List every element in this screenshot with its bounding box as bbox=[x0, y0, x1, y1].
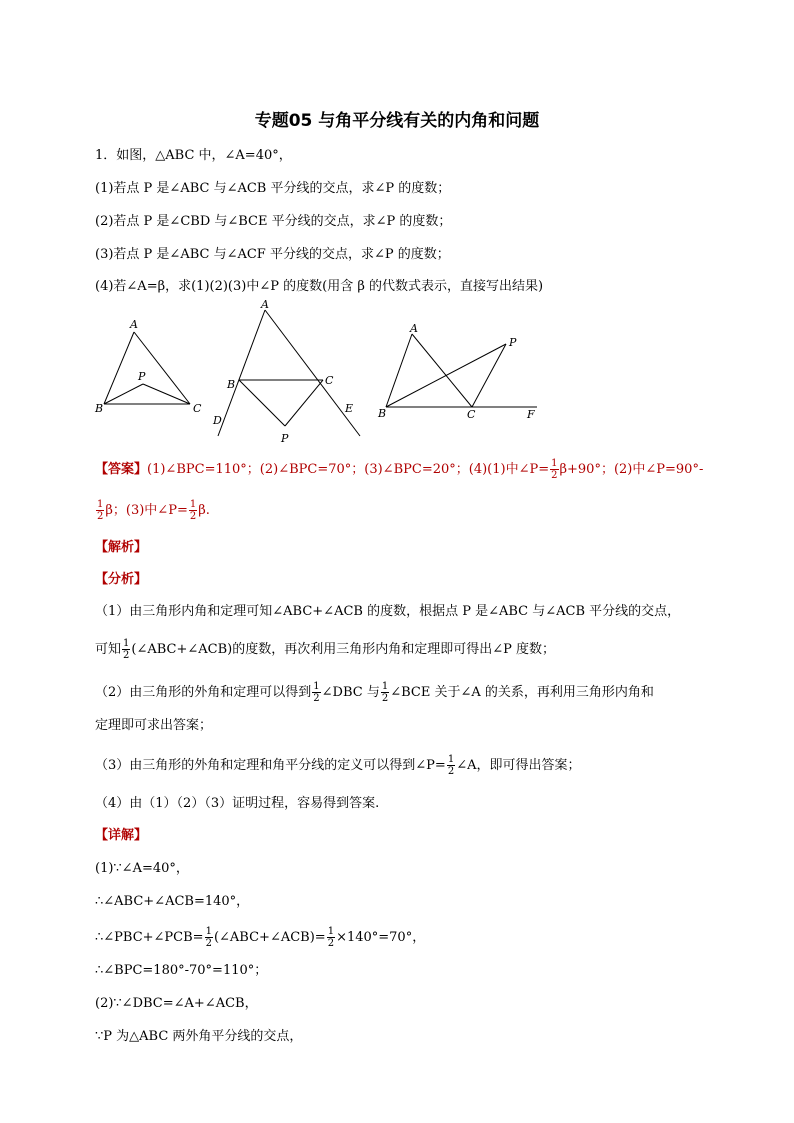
question-stem: 1．如图，△ABC 中，∠A=40°， bbox=[95, 148, 292, 163]
analysis-p2-line2: 定理即可求出答案； bbox=[95, 718, 213, 733]
figure-2-triangle bbox=[205, 296, 370, 450]
analysis-p4: （4）由（1）（2）（3）证明过程，容易得到答案. bbox=[95, 796, 380, 811]
analysis-p3: （3）由三角形的外角和定理和角平分线的定义可以得到∠P= $\frac{1}{2}$ ∠A，即可得出答案； bbox=[95, 754, 581, 777]
detail-line-1: (1)∵∠A=40°， bbox=[95, 861, 189, 876]
analysis-p1-line2: 可知 $\frac{1}{2}$ (∠ABC+∠ACB)的度数，再次利用三角形内角和定理即可得出∠P 度数； bbox=[95, 638, 556, 661]
answer-fraction-3: $\frac{1}{2}$ bbox=[189, 499, 197, 522]
answer-text-4: β. bbox=[198, 503, 210, 518]
answer-fraction-2: $\frac{1}{2}$ bbox=[97, 499, 104, 522]
detail-line-3: ∴∠PBC+∠PCB= $\frac{1}{2}$ (∠ABC+∠ACB)= $\frac{1}{2}$ ×140°=70°， bbox=[95, 926, 426, 949]
question-part-3: (3)若点 P 是∠ABC 与∠ACF 平分线的交点，求∠P 的度数； bbox=[95, 247, 450, 262]
detail-line-6: ∵P 为△ABC 两外角平分线的交点， bbox=[95, 1029, 303, 1044]
figure-3-triangle bbox=[372, 318, 547, 424]
answer-text-3: β；(3)中∠P= bbox=[105, 503, 188, 518]
analysis-p1-line1: （1）由三角形内角和定理可知∠ABC+∠ACB 的度数，根据点 P 是∠ABC 与∠ACB 平分线的交点， bbox=[95, 604, 681, 619]
fig3-label-a: A bbox=[410, 322, 418, 335]
fenxi-label: 【分析】 bbox=[95, 572, 148, 587]
analysis-p2-line1: （2）由三角形的外角和定理可以得到 $\frac{1}{2}$ ∠DBC 与 $\frac{1}{2}$ ∠BCE 关于∠A 的关系，再利用三角形内角和 bbox=[95, 681, 654, 704]
analysis-fraction-3: $\frac{1}{2}$ bbox=[381, 681, 389, 704]
fig1-label-a: A bbox=[130, 318, 138, 331]
detail-label: 【详解】 bbox=[95, 828, 148, 843]
fig1-label-p: P bbox=[138, 370, 146, 383]
detail-line-2: ∴∠ABC+∠ACB=140°， bbox=[95, 894, 250, 909]
detail-line-5: (2)∵∠DBC=∠A+∠ACB， bbox=[95, 996, 258, 1011]
detail-fraction-2: $\frac{1}{2}$ bbox=[327, 926, 335, 949]
answer-fraction-1: $\frac{1}{2}$ bbox=[551, 458, 558, 481]
detail-line-4: ∴∠BPC=180°-70°=110°； bbox=[95, 963, 268, 978]
analysis-fraction-2: $\frac{1}{2}$ bbox=[313, 681, 320, 704]
analysis-fraction-1: $\frac{1}{2}$ bbox=[123, 638, 130, 661]
figure-1-triangle bbox=[90, 312, 210, 422]
fig2-label-p: P bbox=[281, 432, 289, 445]
answer-text-2: β+90°；(2)中∠P=90°- bbox=[559, 462, 704, 477]
fig2-label-d: D bbox=[213, 414, 222, 427]
fig2-label-c: C bbox=[325, 374, 334, 387]
detail-fraction-1: $\frac{1}{2}$ bbox=[205, 926, 212, 949]
fig2-label-e: E bbox=[345, 402, 354, 415]
answer-label: 【答案】 bbox=[95, 462, 148, 477]
fig1-label-b: B bbox=[95, 402, 104, 415]
analysis-label: 【解析】 bbox=[95, 540, 148, 555]
question-part-4: (4)若∠A=β，求(1)(2)(3)中∠P 的度数(用含 β 的代数式表示，直接写出结果) bbox=[95, 279, 544, 294]
answer-line-2 bbox=[95, 499, 210, 522]
question-part-2: (2)若点 P 是∠CBD 与∠BCE 平分线的交点，求∠P 的度数； bbox=[95, 214, 452, 229]
page-title: 专题05 与角平分线有关的内角和问题 bbox=[254, 111, 540, 131]
fig2-label-a: A bbox=[261, 298, 269, 311]
fig1-label-c: C bbox=[193, 402, 202, 415]
fig3-label-p: P bbox=[509, 336, 517, 349]
answer-text-1: (1)∠BPC=110°；(2)∠BPC=70°；(3)∠BPC=20°；(4)(1)中∠P= bbox=[147, 462, 550, 477]
fig3-label-f: F bbox=[527, 408, 535, 421]
answer-line-1 bbox=[95, 458, 703, 481]
question-part-1: (1)若点 P 是∠ABC 与∠ACB 平分线的交点，求∠P 的度数； bbox=[95, 181, 451, 196]
fig2-label-b: B bbox=[227, 378, 236, 391]
analysis-fraction-4: $\frac{1}{2}$ bbox=[447, 754, 455, 777]
fig3-label-b: B bbox=[378, 407, 387, 420]
fig3-label-c: C bbox=[467, 408, 476, 421]
